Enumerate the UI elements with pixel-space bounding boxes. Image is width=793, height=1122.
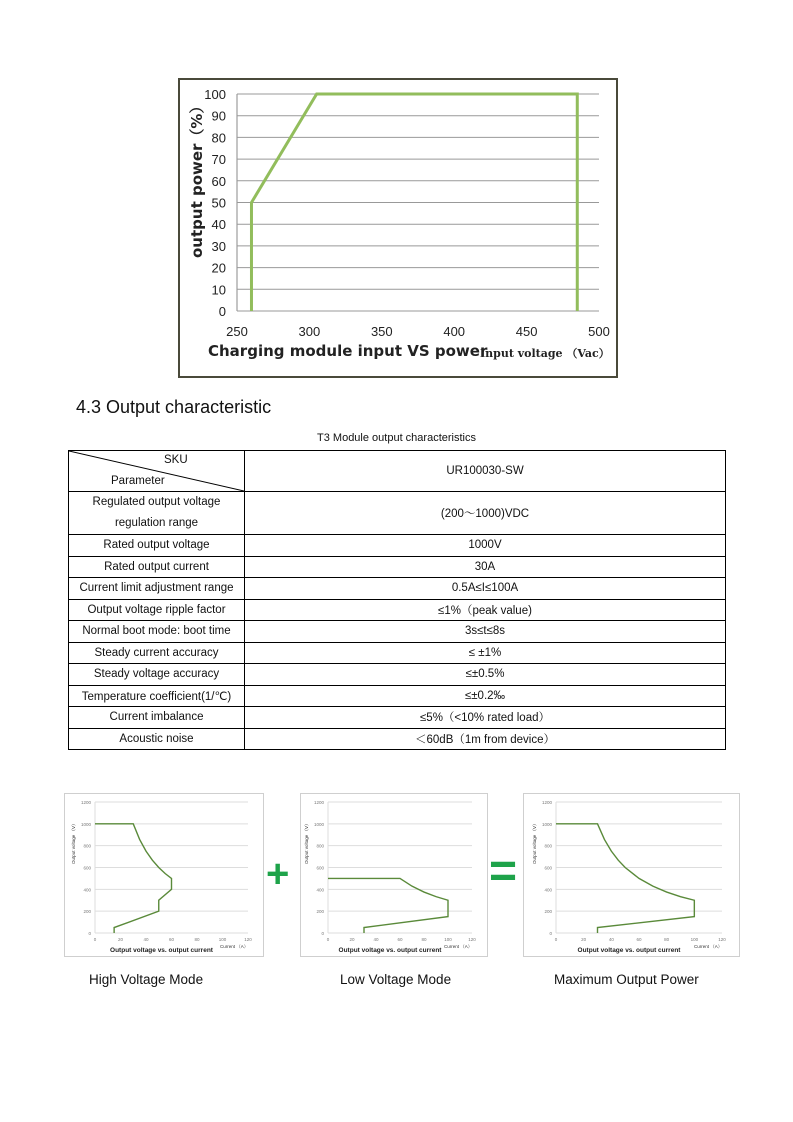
output-characteristics-table [68, 450, 726, 750]
y-tick-label: 1200 [313, 800, 324, 805]
x-tick-label: 400 [443, 324, 466, 339]
table-row [69, 685, 726, 707]
value-cell: ≤ ±1% [245, 642, 726, 664]
maximum-output-power-chart [523, 793, 740, 957]
x-tick-label: 120 [718, 937, 726, 942]
y-tick-label: 400 [83, 887, 91, 893]
y-tick-label: 800 [316, 843, 324, 849]
y-tick-label: 0 [549, 931, 552, 936]
value-cell: ≤±0.5% [245, 664, 726, 686]
y-tick-label: 0 [88, 931, 91, 936]
y-tick-label: 800 [83, 843, 91, 849]
y-tick-label: 1200 [80, 800, 91, 805]
input-power-chart [178, 78, 618, 378]
y-axis-label: Output voltage （V） [532, 821, 537, 864]
table-row [69, 599, 726, 621]
y-tick-label: 600 [316, 865, 324, 871]
value-cell: 3s≤t≤8s [245, 621, 726, 643]
mini-chart-svg [524, 794, 739, 956]
table-row [69, 556, 726, 578]
low-voltage-mode-chart [300, 793, 488, 957]
x-tick-label: 120 [244, 937, 252, 942]
y-tick-label: 1000 [80, 821, 91, 827]
chart-title: Output voltage vs. output current [110, 947, 213, 954]
x-tick-label: 80 [194, 937, 200, 942]
series-line [95, 824, 172, 933]
y-tick-label: 1000 [313, 821, 324, 827]
parameter-cell: Output voltage ripple factor [69, 599, 245, 621]
value-cell: ≤±0.2‰ [245, 685, 726, 707]
x-tick-label: 500 [588, 324, 610, 339]
chart-title: Output voltage vs. output current [338, 947, 442, 954]
parameter-cell: Steady current accuracy [69, 642, 245, 664]
x-tick-label: 100 [444, 937, 452, 942]
x-tick-label: 40 [373, 937, 379, 942]
y-axis-label: Output voltage （V） [71, 821, 76, 864]
value-cell: 1000V [245, 535, 726, 557]
value-cell: ≤5%（<10% rated load） [245, 707, 726, 729]
mini-chart-svg [301, 794, 487, 956]
y-tick-label: 0 [321, 931, 324, 936]
y-tick-label: 0 [218, 304, 226, 319]
x-axis-label: Input voltage （Vac） [480, 347, 610, 360]
x-tick-label: 60 [636, 937, 642, 942]
value-cell: (200～1000)VDC [245, 492, 726, 535]
y-tick-label: 200 [316, 909, 324, 915]
table-row [69, 642, 726, 664]
section-title: 4.3 Output characteristic [76, 397, 272, 417]
x-tick-label: 100 [218, 937, 227, 942]
x-tick-label: 250 [226, 324, 248, 339]
value-cell: 0.5A≤I≤100A [245, 578, 726, 600]
y-tick-label: 800 [544, 843, 552, 849]
table-row [69, 728, 726, 750]
low-voltage-mode-label: Low Voltage Mode [340, 972, 452, 987]
header-diagonal-cell [69, 451, 245, 492]
y-tick-label: 80 [211, 130, 226, 146]
y-tick-label: 100 [204, 87, 226, 102]
y-tick-label: 40 [211, 217, 226, 233]
chart-title: Charging module input VS power [208, 342, 488, 360]
parameter-cell: Normal boot mode: boot time [69, 621, 245, 643]
table-row [69, 621, 726, 643]
x-tick-label: 300 [298, 324, 321, 339]
x-tick-label: 20 [349, 937, 355, 942]
table-row [69, 535, 726, 557]
y-tick-label: 50 [211, 195, 226, 211]
y-axis-label: Output voltage （V） [304, 821, 309, 864]
x-tick-label: 350 [370, 324, 393, 339]
x-tick-label: 40 [143, 937, 149, 942]
maximum-output-power-label: Maximum Output Power [554, 972, 699, 987]
parameter-cell: Rated output voltage [69, 535, 245, 557]
y-tick-label: 10 [211, 282, 226, 298]
header-parameter: Parameter [111, 475, 165, 487]
x-tick-label: 0 [326, 937, 330, 942]
y-tick-label: 90 [211, 108, 226, 124]
x-tick-label: 80 [664, 937, 670, 942]
parameter-cell: Acoustic noise [69, 728, 245, 750]
plus-sign: + [266, 852, 290, 896]
y-tick-label: 20 [211, 260, 226, 276]
x-tick-label: 120 [468, 937, 476, 942]
parameter-cell: Temperature coefficient(1/℃) [69, 685, 245, 707]
y-axis-label: output power（%） [188, 98, 206, 258]
parameter-cell: Regulated output voltage regulation range [69, 492, 245, 535]
x-axis-label: Current （A） [220, 944, 249, 949]
y-tick-label: 70 [211, 152, 226, 168]
mini-chart-svg [65, 794, 263, 956]
parameter-cell: Current limit adjustment range [69, 578, 245, 600]
y-tick-label: 200 [83, 909, 91, 915]
x-tick-label: 80 [421, 937, 427, 942]
series-line [556, 824, 694, 933]
value-cell: 30A [245, 556, 726, 578]
y-tick-label: 600 [83, 865, 91, 871]
x-axis-label: Current （A） [444, 944, 473, 949]
chart-title: Output voltage vs. output current [577, 947, 681, 954]
x-tick-label: 40 [608, 937, 614, 942]
x-tick-label: 0 [93, 937, 97, 942]
series-line [328, 878, 448, 933]
y-tick-label: 200 [544, 909, 552, 915]
x-tick-label: 450 [515, 324, 538, 339]
table-row [69, 578, 726, 600]
y-tick-label: 400 [316, 887, 324, 893]
x-tick-label: 20 [117, 937, 124, 942]
x-axis-label: Current （A） [694, 944, 723, 949]
y-tick-label: 60 [211, 173, 226, 189]
parameter-cell: Steady voltage accuracy [69, 664, 245, 686]
x-tick-label: 60 [168, 937, 175, 942]
header-model: UR100030-SW [245, 451, 726, 492]
parameter-cell: Rated output current [69, 556, 245, 578]
table-caption: T3 Module output characteristics [317, 432, 476, 444]
y-tick-label: 30 [211, 238, 226, 254]
header-sku: SKU [164, 454, 188, 466]
table-row [69, 492, 726, 535]
high-voltage-mode-chart [64, 793, 264, 957]
y-tick-label: 400 [544, 887, 552, 893]
table-row [69, 707, 726, 729]
y-tick-label: 1200 [541, 800, 552, 805]
equals-sign: = [489, 845, 518, 898]
parameter-cell: Current imbalance [69, 707, 245, 729]
value-cell: ＜60dB（1m from device） [245, 728, 726, 750]
table-row [69, 664, 726, 686]
value-cell: ≤1%（peak value) [245, 599, 726, 621]
x-tick-label: 100 [690, 937, 699, 942]
input-power-chart-svg [180, 80, 616, 376]
x-tick-label: 0 [554, 937, 558, 942]
x-tick-label: 20 [581, 937, 587, 942]
table-header-row [69, 451, 726, 492]
y-tick-label: 1000 [541, 821, 552, 827]
x-tick-label: 60 [397, 937, 403, 942]
high-voltage-mode-label: High Voltage Mode [89, 972, 204, 987]
y-tick-label: 600 [544, 865, 552, 871]
